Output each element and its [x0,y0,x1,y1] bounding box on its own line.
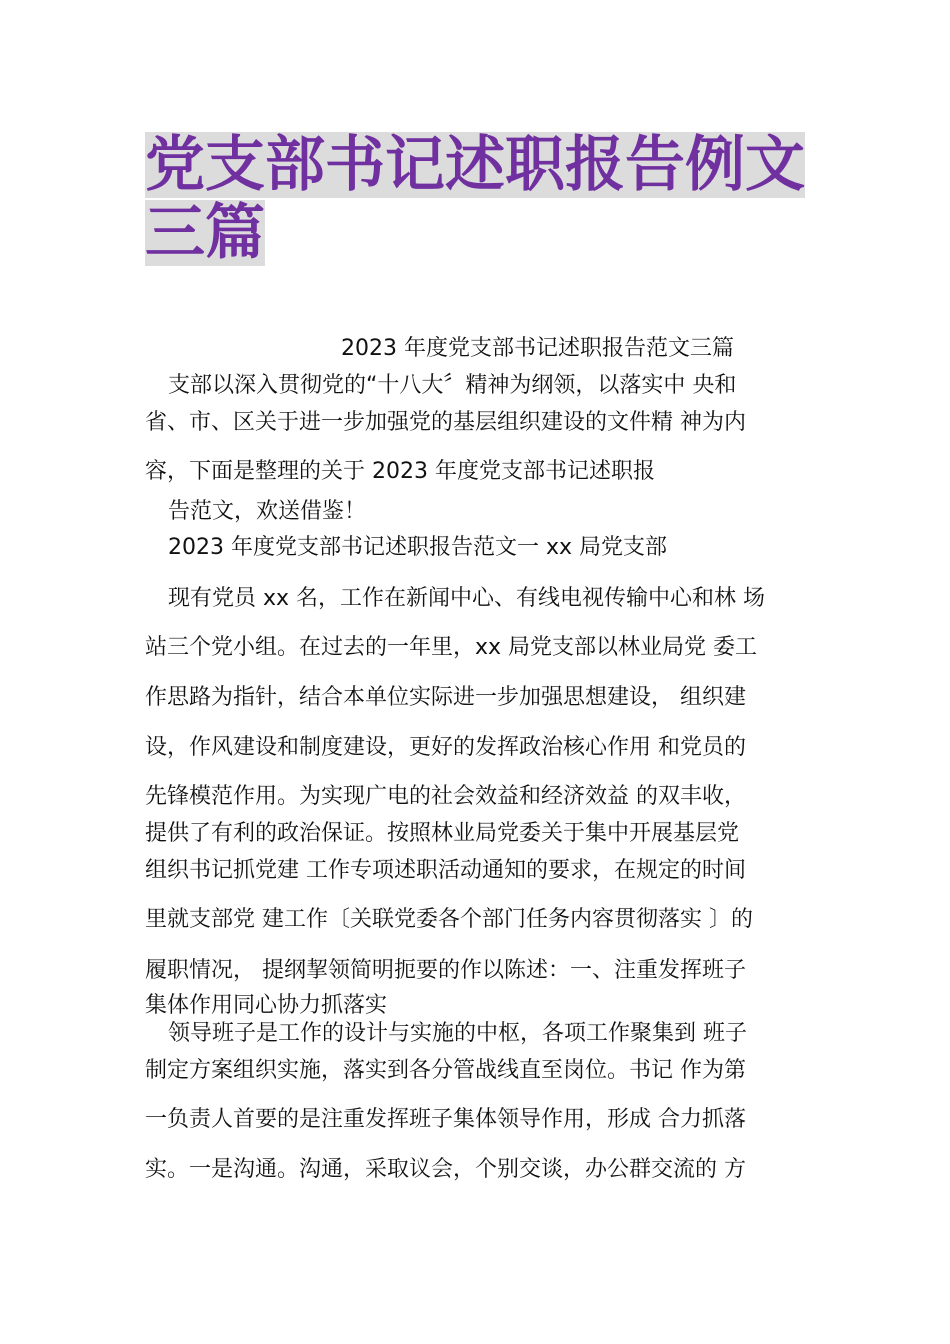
paragraph-line: 作思路为指针，结合本单位实际进一步加强思想建设， 组织建 [145,685,746,710]
paragraph-line: 现有党员 xx 名，工作在新闻中心、有线电视传输中心和林 场 [168,586,766,611]
paragraph-line: 集体作用同心协力抓落实 [145,993,388,1018]
paragraph-line: 站三个党小组。在过去的一年里，xx 局党支部以林业局党 委工 [145,635,758,660]
paragraph-line: 领导班子是工作的设计与实施的中枢，各项工作聚集到 班子 [168,1021,747,1046]
section-heading-line: 2023 年度党支部书记述职报告范文一 xx 局党支部 [168,535,668,560]
paragraph-line: 实。一是沟通。沟通，采取议会，个别交谈，办公群交流的 方 [145,1157,746,1182]
paragraph-line: 里就支部党 建工作〔关联党委各个部门任务内容贯彻落实 〕的 [145,907,753,932]
paragraph-line: 组织书记抓党建 工作专项述职活动通知的要求，在规定的时间 [145,858,746,883]
paragraph-line: 容，下面是整理的关于 2023 年度党支部书记述职报 [145,459,655,484]
paragraph-line: 一负责人首要的是注重发挥班子集体领导作用，形成 合力抓落 [145,1107,746,1132]
paragraph-line: 告范文，欢送借鉴！ [168,499,367,524]
document-title-line-1: 党支部书记述职报告例文 [145,130,805,200]
paragraph-line: 制定方案组织实施，落实到各分管战线直至岗位。书记 作为第 [145,1058,746,1083]
document-title-line-2: 三篇 [145,198,265,268]
paragraph-line: 履职情况， 提纲挈领简明扼要的作以陈述：一、注重发挥班子 [145,958,746,983]
paragraph-line: 支部以深入贯彻党的“十八大〞精神为纲领，以落实中 央和 [168,373,737,398]
paragraph-line: 省、市、区关于进一步加强党的基层组织建设的文件精 神为内 [145,410,746,435]
paragraph-line: 设，作风建设和制度建设，更好的发挥政治核心作用 和党员的 [145,735,746,760]
subtitle-line: 2023 年度党支部书记述职报告范文三篇 [341,336,734,361]
paragraph-line: 提供了有利的政治保证。按照林业局党委关于集中开展基层党 [145,821,740,846]
paragraph-line: 先锋模范作用。为实现广电的社会效益和经济效益 的双丰收， [145,784,746,809]
